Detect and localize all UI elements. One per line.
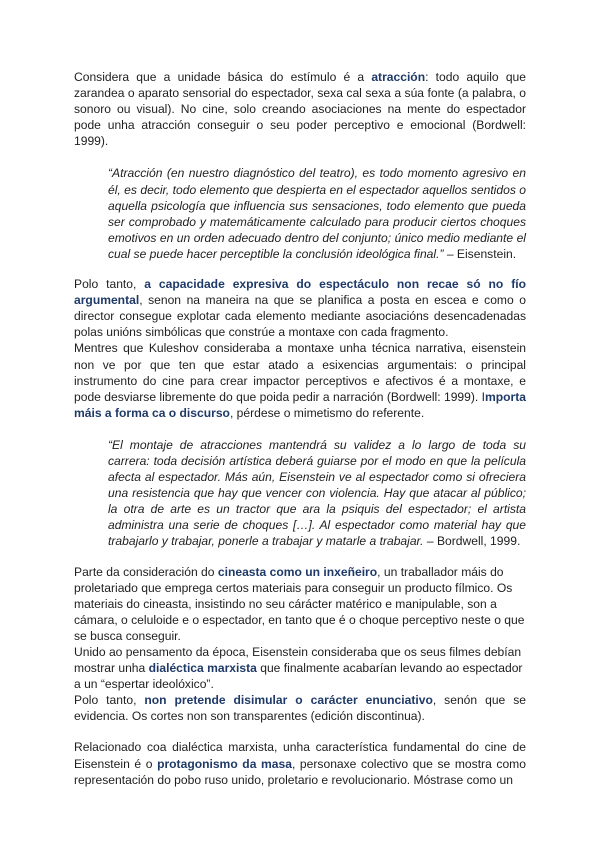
text: : todo aquilo que zarandea o aparato sensorial do espectador, sexa cal sexa a súa fonte (a palabra, o sonoro ou visual). No cine, solo creando asociaciones na mente do espectador pode unha atracción conseguir o seu poder perceptivo e emocional (Bordwell: 1999). — [74, 70, 526, 149]
keyword-atraccion: atracción — [371, 70, 426, 84]
text: , senon na maneira na que se planifica a posta en escea e como o director consegue explotar cada elemento mediante asociacións desencadenadas polas unións simbólicas que constrúe a montaxe con cada fragmento. — [74, 293, 526, 340]
text: , personaxe colectivo que se mostra como representación do pobo ruso unido, proletario e revolucionario. Móstrase como un — [74, 756, 526, 787]
paragraph-kuleshov — [74, 340, 526, 420]
keyword-caracter-enunciativo: non pretende disimular o carácter enunciativo — [144, 693, 433, 708]
keyword-capacidade-expresiva: a capacidade expresiva do espectáculo non recae só no fío argumental — [74, 277, 526, 308]
text: , pérdese o mimetismo do referente. — [229, 405, 425, 420]
quote-source: – Eisenstein. — [443, 246, 517, 261]
text: Polo tanto, — [74, 693, 145, 708]
text: Considera que a unidade básica do estímulo é a — [74, 70, 372, 84]
quote-text: “El montaje de atracciones mantendrá su validez a lo largo de toda su carrera: toda decisión artística deberá guiarse por el modo en que la película afecta al espectador. Más aún, Eisenstein ve al espectador como si ofreciera una resistencia que hay que vencer con violencia. Hay que atacar al público; la otra de arte es un tractor que ara la psiquis del espectador; el artista administra una serie de choques […]. Al espectador como material hay que trabajarlo y trabajar, ponerle a trabajar y matarle a trabajar. — [108, 437, 526, 549]
quote-text: “Atracción (en nuestro diagnóstico del teatro), es todo momento agresivo en él, es decir, todo elemento que despierta en el espectador aquellos sentidos o aquella psicología que influencia sus sensaciones, todo elemento que pueda ser comprobado y matemáticamente calculado para producir ciertos choques emotivos en un orden adecuado dentro del conjunto; único medio mediante el cual se puede hacer perceptible la conclusión ideológica final.” — [108, 166, 526, 261]
keyword-forma-discurso: mporta máis a forma ca o discurso — [74, 389, 526, 420]
keyword-dialectica-marxista: dialéctica marxista — [148, 661, 257, 676]
quote-source: – Bordwell, 1999. — [423, 534, 521, 549]
text: Parte da consideración do — [74, 564, 218, 579]
text: que finalmente acabarían levando ao espectador a un “espertar ideolóxico”. — [74, 661, 523, 692]
paragraph-enunciative — [74, 692, 526, 724]
keyword-inxeneiro: cineasta como un inxeñeiro — [217, 564, 378, 579]
paragraph-dialectic — [74, 644, 526, 692]
document-body — [74, 69, 526, 788]
text: , senón que se evidencia. Os cortes non son transparentes (edición discontinua). — [74, 693, 527, 724]
paragraph-masses — [74, 739, 526, 787]
paragraph-attraction — [74, 69, 526, 149]
paragraph-expressive-capacity — [74, 276, 526, 340]
text: Mentres que Kuleshov consideraba a montaxe unha técnica narrativa, eisenstein non ve por que ten que estar atado a esixencias argumentais: o principal instrumento do cine para crear impactor perceptivos e afectivos é a montaxe, e pode desviarse libremente do que poida pedir a narración (Bordwell: 1999). I — [74, 341, 526, 404]
text: Polo tanto, — [74, 277, 145, 292]
spacer — [74, 724, 526, 739]
text: Relacionado coa dialéctica marxista, unha característica fundamental do cine de Eisenstein é o — [74, 740, 526, 771]
text: , un traballador máis do proletariado que emprega certos materiais para conseguir un producto fílmico. Os materiais do cineasta, insistindo no seu cárácter matérico e manipulable, son a cámara, o celuloide e o espectador, en tanto que é o choque perceptivo neste o que se busca conseguir. — [74, 564, 525, 643]
keyword-protagonismo-masa: protagonismo da masa — [157, 756, 292, 771]
quote-eisenstein — [108, 165, 526, 262]
text: Unido ao pensamento da época, Eisenstein consideraba que os seus filmes debían mostrar unha — [74, 645, 522, 676]
quote-bordwell — [108, 437, 526, 550]
paragraph-engineer — [74, 564, 526, 644]
